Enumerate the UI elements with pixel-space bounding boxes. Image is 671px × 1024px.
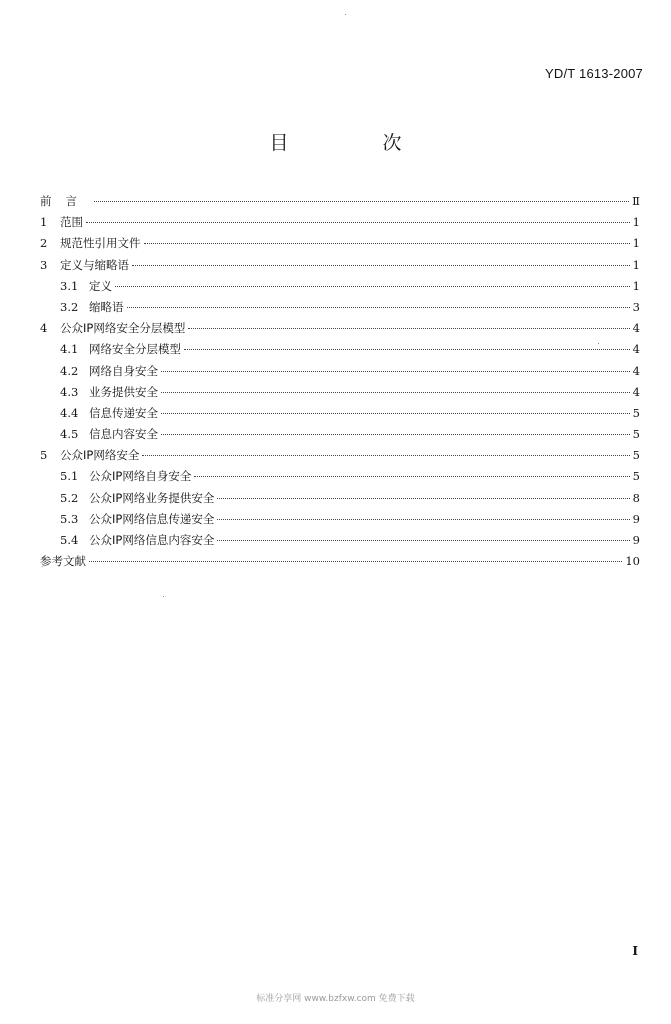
- toc-entry-title: 网络安全分层模型: [89, 342, 181, 357]
- toc-entry-page: 4: [632, 384, 640, 399]
- toc-entry-page: 3: [632, 299, 640, 314]
- toc-entry-title: 定义: [89, 278, 112, 293]
- toc-entry[interactable]: [40, 191, 640, 212]
- toc-entry-page: Ⅱ: [632, 194, 640, 208]
- toc-dot-leader: [115, 286, 630, 287]
- toc-entry-number: 5.4: [60, 533, 79, 547]
- toc-entry[interactable]: [40, 509, 640, 530]
- toc-entry-page: 5: [632, 448, 640, 463]
- toc-entry-number: 4: [40, 321, 48, 336]
- toc-entry-page: 1: [632, 278, 640, 293]
- toc-entry-number: 4.2: [60, 363, 79, 378]
- page-number: I: [632, 944, 638, 958]
- toc-entry[interactable]: [40, 276, 640, 297]
- toc-entry-number: 5.2: [60, 490, 79, 505]
- toc-dot-leader: [86, 222, 630, 223]
- toc-entry[interactable]: [40, 255, 640, 276]
- toc-title: 目 次: [269, 132, 446, 154]
- watermark-text: 标准分享网 www.bzfxw.com 免费下载: [256, 994, 415, 1004]
- toc-entry[interactable]: [40, 361, 640, 382]
- toc-dot-leader: [161, 392, 630, 393]
- toc-entry-title: 公众IP网络安全: [60, 448, 140, 463]
- table-of-contents: [40, 191, 640, 572]
- toc-entry-title: 业务提供安全: [89, 384, 158, 399]
- toc-dot-leader: [127, 307, 630, 308]
- toc-entry-number: 4.5: [60, 427, 79, 442]
- toc-entry-title: 规范性引用文件: [60, 236, 141, 251]
- toc-dot-leader: [132, 265, 630, 266]
- toc-entry[interactable]: [40, 318, 640, 339]
- toc-entry-number: 3.1: [60, 278, 79, 293]
- toc-entry-title: 公众IP网络安全分层模型: [60, 321, 186, 336]
- toc-entry[interactable]: [40, 212, 640, 233]
- toc-entry[interactable]: [40, 403, 640, 424]
- toc-entry-number: 3: [40, 257, 48, 272]
- toc-entry[interactable]: [40, 297, 640, 318]
- toc-entry-number: 5.3: [60, 511, 79, 526]
- toc-entry-number: 4.4: [60, 405, 79, 420]
- toc-entry-number: 5: [40, 448, 48, 463]
- toc-entry-title: 范围: [60, 215, 83, 230]
- toc-entry[interactable]: [40, 339, 640, 360]
- toc-entry-page: 9: [632, 511, 640, 526]
- toc-entry-title: 公众IP网络信息内容安全: [89, 533, 215, 547]
- toc-entry-page: 1: [632, 236, 640, 251]
- toc-entry[interactable]: [40, 233, 640, 254]
- toc-entry-page: 5: [632, 405, 640, 420]
- toc-entry-title: 定义与缩略语: [60, 257, 129, 272]
- toc-entry-number: 4.3: [60, 384, 79, 399]
- toc-dot-leader: [144, 243, 630, 244]
- toc-entry-title: 信息传递安全: [89, 405, 158, 420]
- toc-entry-title: 前言: [40, 194, 91, 208]
- toc-dot-leader: [217, 540, 629, 541]
- toc-entry-number: 1: [40, 215, 48, 230]
- toc-entry-page: 4: [632, 321, 640, 336]
- toc-dot-leader: [161, 413, 630, 414]
- toc-entry-title: 网络自身安全: [89, 363, 158, 378]
- toc-entry-title: 参考文献: [40, 554, 86, 569]
- toc-entry-title: 公众IP网络自身安全: [89, 469, 192, 484]
- toc-entry-page: 5: [632, 469, 640, 484]
- toc-entry-number: 2: [40, 236, 48, 251]
- toc-entry-number: 5.1: [60, 469, 79, 484]
- toc-dot-leader: [184, 349, 630, 350]
- toc-entry-page: 5: [632, 427, 640, 442]
- toc-dot-leader: [217, 519, 629, 520]
- scan-speck: [163, 596, 164, 597]
- scan-speck: [345, 14, 346, 15]
- toc-entry[interactable]: [40, 530, 640, 551]
- standard-code: YD/T 1613-2007: [545, 66, 643, 81]
- toc-entry-page: 8: [632, 490, 640, 505]
- toc-entry-page: 4: [632, 342, 640, 357]
- toc-entry[interactable]: [40, 551, 640, 572]
- toc-entry-page: 10: [625, 554, 640, 569]
- toc-dot-leader: [217, 498, 629, 499]
- toc-entry-page: 9: [632, 533, 640, 547]
- toc-entry-page: 1: [632, 215, 640, 230]
- toc-dot-leader: [161, 434, 630, 435]
- toc-dot-leader: [161, 371, 630, 372]
- toc-entry-page: 1: [632, 257, 640, 272]
- toc-entry-title: 公众IP网络业务提供安全: [89, 490, 215, 505]
- toc-entry-number: 3.2: [60, 299, 79, 314]
- toc-entry[interactable]: [40, 424, 640, 445]
- scan-speck: [598, 343, 599, 344]
- toc-dot-leader: [194, 476, 629, 477]
- toc-dot-leader: [94, 201, 629, 202]
- toc-entry[interactable]: [40, 466, 640, 487]
- toc-entry[interactable]: [40, 445, 640, 466]
- toc-entry-number: 4.1: [60, 342, 79, 357]
- toc-entry[interactable]: [40, 488, 640, 509]
- toc-entry-title: 公众IP网络信息传递安全: [89, 511, 215, 526]
- toc-dot-leader: [89, 561, 622, 562]
- toc-entry-title: 缩略语: [89, 299, 124, 314]
- toc-entry-title: 信息内容安全: [89, 427, 158, 442]
- toc-entry-page: 4: [632, 363, 640, 378]
- toc-dot-leader: [188, 328, 629, 329]
- toc-dot-leader: [142, 455, 629, 456]
- toc-entry[interactable]: [40, 382, 640, 403]
